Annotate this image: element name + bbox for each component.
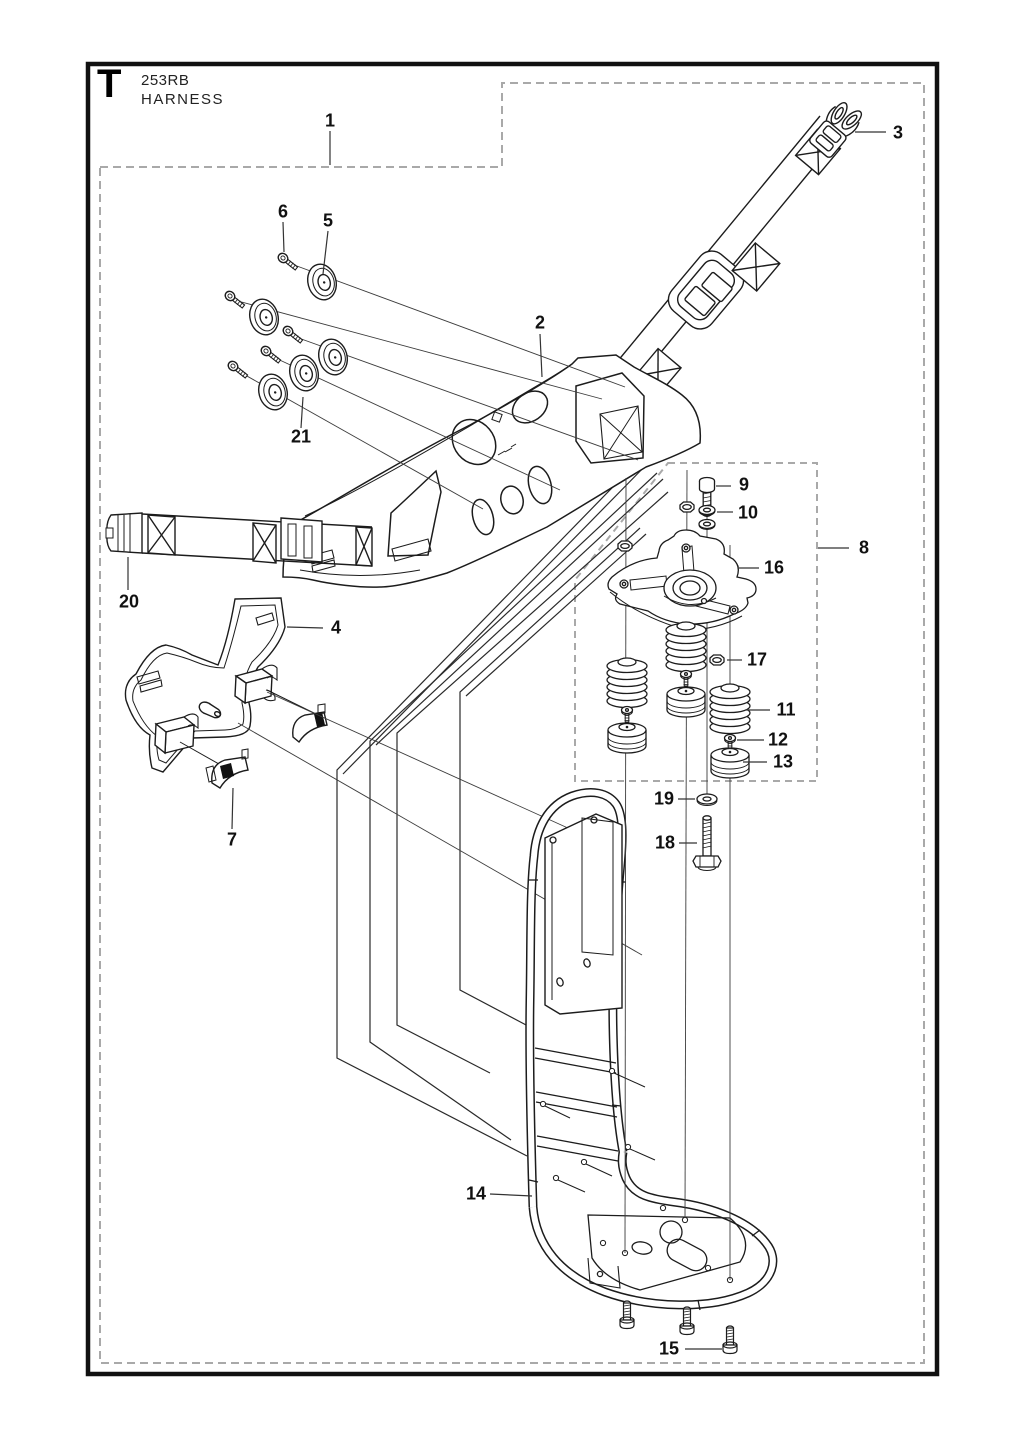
sheet-letter: T <box>97 62 122 106</box>
part-label-18: 18 <box>654 832 676 853</box>
model-number: 253RB <box>141 72 190 89</box>
part-label-13: 13 <box>772 751 794 772</box>
part-label-2: 2 <box>534 312 546 333</box>
part-label-15: 15 <box>658 1338 680 1359</box>
part-label-5: 5 <box>322 210 334 231</box>
part-label-10: 10 <box>737 502 759 523</box>
shoulder-strap-drawing <box>612 96 867 395</box>
section-title: HARNESS <box>141 91 225 108</box>
part-label-6: 6 <box>277 201 289 222</box>
part-label-7: 7 <box>226 829 238 850</box>
hip-pad-drawing <box>125 598 327 788</box>
part-label-11: 11 <box>776 699 796 720</box>
part-label-12: 12 <box>767 729 789 750</box>
part-label-4: 4 <box>330 617 342 638</box>
part-label-3: 3 <box>892 122 904 143</box>
part-label-20: 20 <box>118 591 140 612</box>
backplate-drawing <box>283 355 700 587</box>
part-label-19: 19 <box>653 788 675 809</box>
part-label-17: 17 <box>746 649 768 670</box>
part-label-1: 1 <box>324 110 336 131</box>
grommets-screws-drawing <box>223 251 351 413</box>
bolt-18 <box>693 816 721 871</box>
part-label-9: 9 <box>738 474 750 495</box>
part-label-14: 14 <box>465 1183 487 1204</box>
part-label-8: 8 <box>858 537 870 558</box>
frame-drawing <box>529 793 773 1310</box>
part-label-21: 21 <box>290 426 312 447</box>
part-label-16: 16 <box>763 557 785 578</box>
